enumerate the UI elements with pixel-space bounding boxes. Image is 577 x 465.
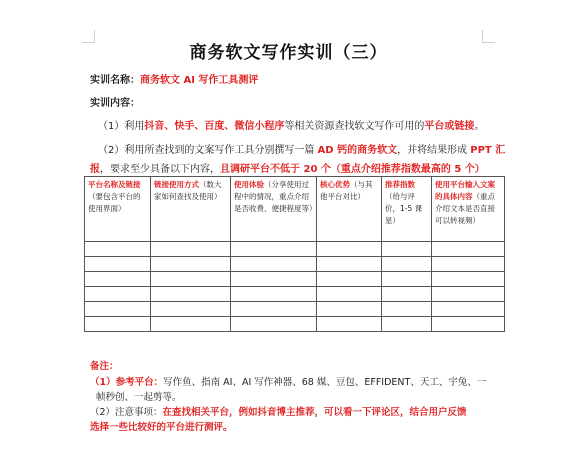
notes-title: 备注：	[90, 361, 119, 372]
table-cell	[231, 272, 317, 287]
task-1-mid: 等相关资源查找软文写作可用的	[284, 121, 425, 132]
table-cell	[85, 317, 151, 332]
header-rating-note: （给与评价，1-5 课星）	[385, 192, 423, 225]
table-cell	[85, 287, 151, 302]
table-cell	[382, 302, 432, 317]
evaluation-table	[84, 176, 505, 332]
training-name-label: 实训名称：	[90, 75, 140, 86]
table-cell	[231, 242, 317, 257]
table-row	[85, 302, 505, 317]
table-cell	[231, 287, 317, 302]
table-cell	[382, 287, 432, 302]
task-1-target: 平台或链接	[424, 121, 475, 132]
header-rating-title: 推荐指数	[385, 180, 415, 189]
table-cell	[231, 257, 317, 272]
header-content-note: （重点介绍文本是否直接可以转视频）	[435, 192, 495, 225]
header-experience-title: 使用体验	[234, 180, 264, 189]
task-item-2-continued	[90, 160, 485, 175]
table-cell	[231, 317, 317, 332]
table-cell	[432, 242, 505, 257]
task-2-format-end: 报	[90, 164, 100, 175]
task-2-quota: 且调研平台不低于 20 个（重点介绍推荐指数最高的 5 个）	[220, 164, 485, 175]
table-cell	[317, 302, 382, 317]
note-2-label: （2）注意事项：	[90, 407, 163, 418]
note-2	[90, 404, 467, 418]
table-row	[85, 287, 505, 302]
task-item-1	[98, 117, 484, 132]
table-cell	[382, 317, 432, 332]
header-platform-note: （要包含平台的使用界面）	[88, 192, 141, 213]
table-cell	[151, 272, 231, 287]
table-cell	[151, 317, 231, 332]
header-cell-usage	[151, 177, 231, 242]
table-cell	[85, 257, 151, 272]
table-cell	[432, 302, 505, 317]
table-row	[85, 257, 505, 272]
note-1-text: 写作鱼、指南 AI、AI 写作神器、68 媒、豆包、EFFIDENT、天工、宇兔、一	[163, 377, 487, 388]
table-cell	[382, 242, 432, 257]
task-1-platforms: 抖音、快手、百度、微信小程序	[144, 121, 285, 132]
table-cell	[382, 272, 432, 287]
table-cell	[317, 272, 382, 287]
table-row	[85, 242, 505, 257]
table-cell	[151, 242, 231, 257]
table-cell	[85, 242, 151, 257]
header-cell-content	[432, 177, 505, 242]
header-advantage-title: 核心优势	[320, 180, 350, 189]
document-title: 商务软文写作实训（三）	[189, 43, 388, 63]
table-cell	[317, 317, 382, 332]
task-item-2	[98, 141, 505, 156]
note-2-continued: 选择一些比较好的平台进行测评。	[90, 422, 233, 433]
task-1-end: 。	[474, 121, 485, 132]
table-cell	[382, 257, 432, 272]
task-2-mid: ，并将结果形成	[397, 145, 471, 156]
task-2-topic: AD 钙的商务软文	[317, 145, 398, 156]
table-row	[85, 272, 505, 287]
header-cell-experience	[231, 177, 317, 242]
header-usage-note: （数大家如何查找及使用）	[154, 180, 222, 201]
training-name-value: 商务软文 AI 写作工具测评	[140, 75, 259, 86]
header-platform-title: 平台名称及链接	[88, 180, 141, 189]
task-2-prefix: （2）利用所查找到的文案写作工具分别撰写一篇	[98, 145, 318, 156]
table-cell	[432, 317, 505, 332]
table-cell	[151, 302, 231, 317]
table-cell	[432, 272, 505, 287]
table-cell	[317, 287, 382, 302]
note-1	[90, 374, 486, 388]
table-cell	[151, 287, 231, 302]
header-cell-platform	[85, 177, 151, 242]
table-row	[85, 317, 505, 332]
table-cell	[85, 302, 151, 317]
note-1-label: （1）参考平台：	[90, 377, 164, 388]
header-advantage-note: （与其他平台对比）	[320, 180, 373, 201]
table-cell	[85, 272, 151, 287]
table-cell	[317, 242, 382, 257]
note-1-continued: 帧秒创、一起剪等。	[96, 392, 182, 403]
table-header-row	[85, 177, 505, 242]
table-cell	[231, 302, 317, 317]
task-1-prefix: （1）利用	[98, 121, 145, 132]
header-content-title: 使用平台输入文案的具体内容	[435, 180, 495, 201]
table-cell	[151, 257, 231, 272]
table-cell	[432, 257, 505, 272]
table-cell	[432, 287, 505, 302]
header-cell-advantage	[317, 177, 382, 242]
table-cell	[317, 257, 382, 272]
training-name-line	[90, 71, 258, 86]
training-content-label: 实训内容：	[90, 98, 140, 109]
header-cell-rating	[382, 177, 432, 242]
header-usage-title: 链接使用方式	[154, 180, 199, 189]
note-2-text: 在查找相关平台，例如抖音博主推荐，可以看一下评论区，结合用户反馈	[162, 407, 467, 418]
task-2-requirement: ，要求至少具备以下内容，	[100, 164, 220, 175]
task-2-format: PPT 汇	[470, 145, 506, 156]
table-body	[85, 242, 505, 332]
header-experience-note: （分享使用过程中的情况，重点介绍是否收费、便捷程度等）	[234, 180, 317, 213]
